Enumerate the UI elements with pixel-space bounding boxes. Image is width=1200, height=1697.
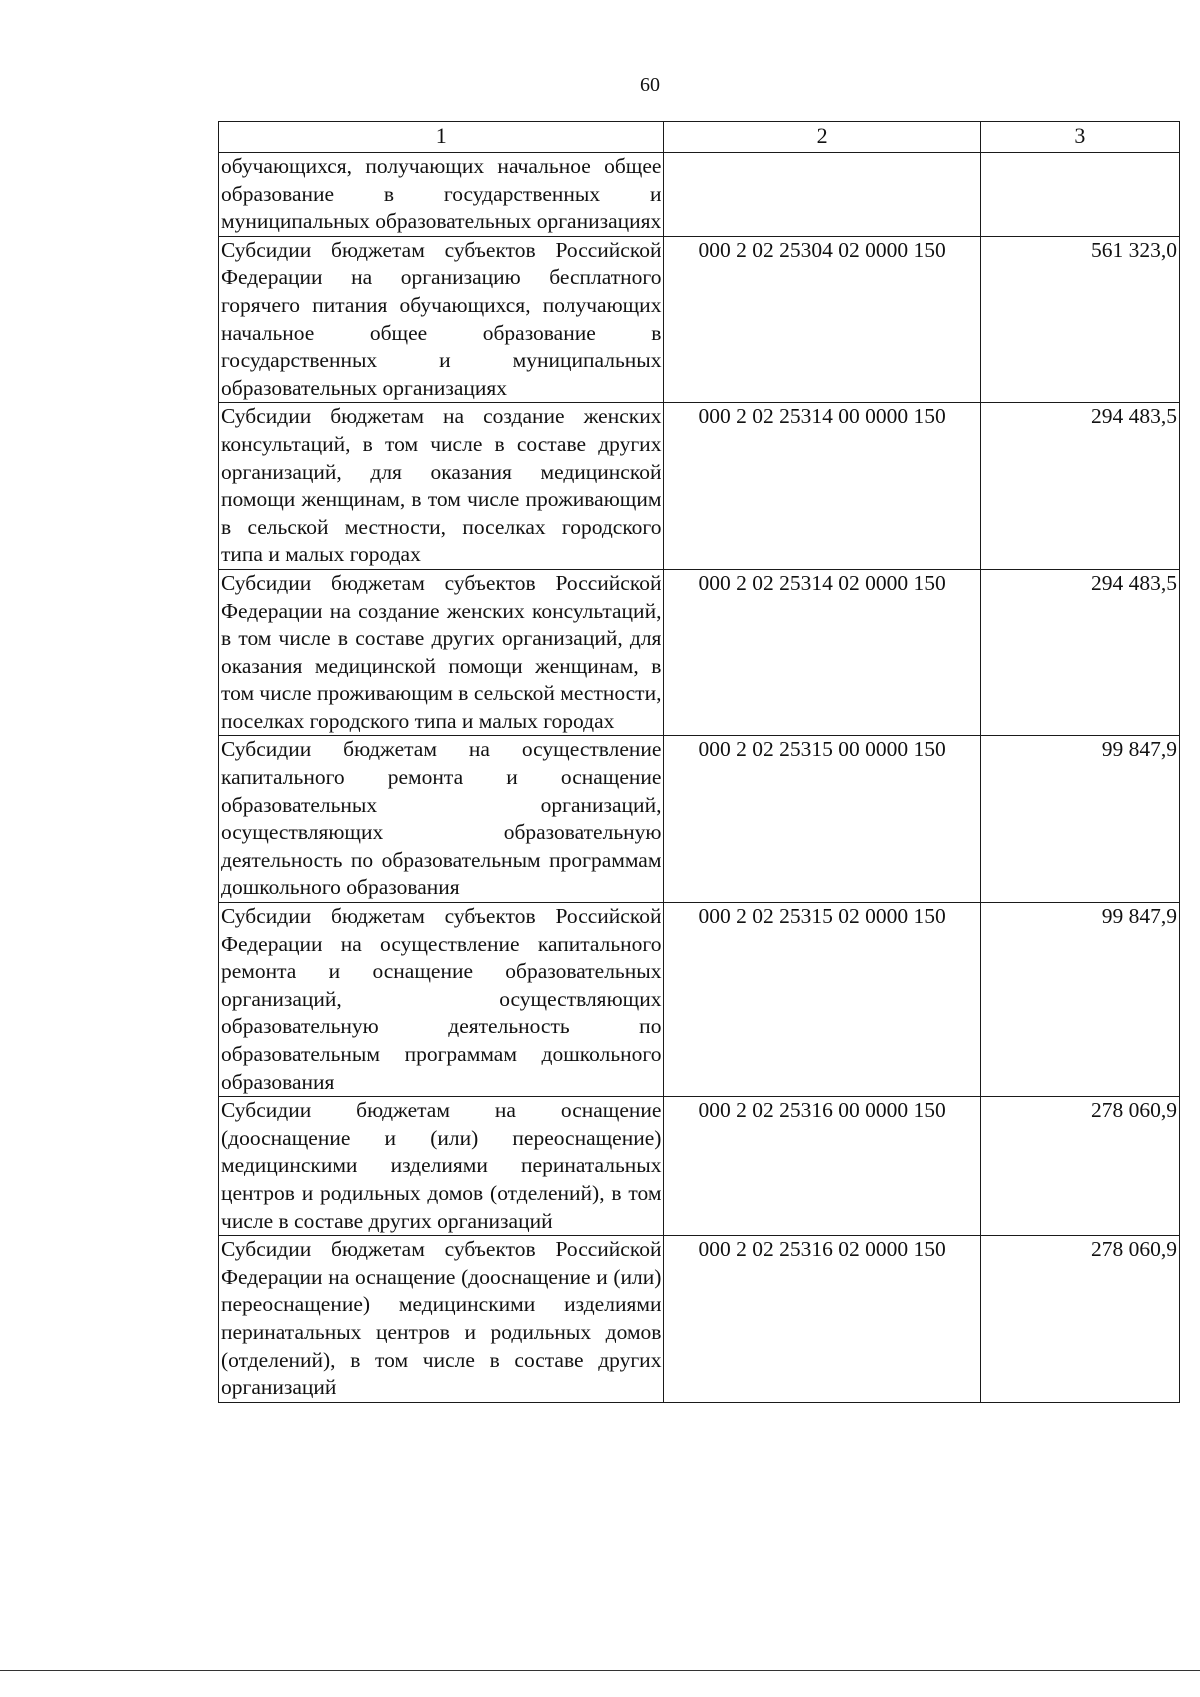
- table-row: [219, 403, 1180, 570]
- row-name-cell: Субсидии бюджетам субъектов Российской Федерации на оснащение (дооснащение и (или) переоснащение) медицинскими изделиями перинатальных центров и родильных домов (отделений), в том числе в составе других организаций: [219, 1236, 664, 1403]
- row-name-cell: Субсидии бюджетам на оснащение (дооснащение и (или) переоснащение) медицинскими изделиями перинатальных центров и родильных домов (отделений), в том числе в составе других организаций: [219, 1097, 664, 1236]
- table-row: [219, 1097, 1180, 1236]
- row-name-cell: Субсидии бюджетам субъектов Российской Федерации на осуществление капитального ремонта и оснащение образовательных организаций, осуществляющих образовательную деятельность по образовательным программам дошкольного образования: [219, 903, 664, 1097]
- column-header-name: 1: [219, 122, 664, 153]
- row-name-cell: Субсидии бюджетам субъектов Российской Федерации на организацию бесплатного горячего питания обучающихся, получающих начальное общее образование в государственных и муниципальных образовательных организациях: [219, 236, 664, 403]
- table-row: [219, 569, 1180, 736]
- row-code-cell: 000 2 02 25314 02 0000 150: [664, 569, 980, 736]
- row-name-cell: Субсидии бюджетам на осуществление капитального ремонта и оснащение образовательных организаций, осуществляющих образовательную деятельность по образовательным программам дошкольного образования: [219, 736, 664, 903]
- page-number: 60: [640, 74, 660, 96]
- row-amount-cell: 278 060,9: [980, 1236, 1179, 1403]
- row-code-cell: 000 2 02 25315 02 0000 150: [664, 903, 980, 1097]
- row-code-cell: [664, 153, 980, 237]
- row-code-cell: 000 2 02 25314 00 0000 150: [664, 403, 980, 570]
- row-amount-cell: 561 323,0: [980, 236, 1179, 403]
- column-header-code: 2: [664, 122, 980, 153]
- table-row: [219, 1236, 1180, 1403]
- row-name-cell: Субсидии бюджетам на создание женских консультаций, в том числе в составе других организаций, для оказания медицинской помощи женщинам, в том числе проживающим в сельской местности, поселках городского типа и малых городах: [219, 403, 664, 570]
- row-name-cell: обучающихся, получающих начальное общее образование в государственных и муниципальных образовательных организациях: [219, 153, 664, 237]
- table-row: [219, 236, 1180, 403]
- table-row: [219, 736, 1180, 903]
- column-header-amount: 3: [980, 122, 1179, 153]
- row-amount-cell: 99 847,9: [980, 903, 1179, 1097]
- table-header-row: [219, 122, 1180, 153]
- table-row: [219, 903, 1180, 1097]
- budget-table: [218, 121, 1180, 1403]
- row-code-cell: 000 2 02 25316 00 0000 150: [664, 1097, 980, 1236]
- row-code-cell: 000 2 02 25304 02 0000 150: [664, 236, 980, 403]
- table-row: [219, 153, 1180, 237]
- row-amount-cell: 99 847,9: [980, 736, 1179, 903]
- row-amount-cell: [980, 153, 1179, 237]
- row-amount-cell: 278 060,9: [980, 1097, 1179, 1236]
- row-name-cell: Субсидии бюджетам субъектов Российской Федерации на создание женских консультаций, в том числе в составе других организаций, для оказания медицинской помощи женщинам, в том числе проживающим в сельской местности, поселках городского типа и малых городах: [219, 569, 664, 736]
- row-code-cell: 000 2 02 25315 00 0000 150: [664, 736, 980, 903]
- page-bottom-rule: [0, 1670, 1200, 1671]
- row-amount-cell: 294 483,5: [980, 569, 1179, 736]
- row-amount-cell: 294 483,5: [980, 403, 1179, 570]
- row-code-cell: 000 2 02 25316 02 0000 150: [664, 1236, 980, 1403]
